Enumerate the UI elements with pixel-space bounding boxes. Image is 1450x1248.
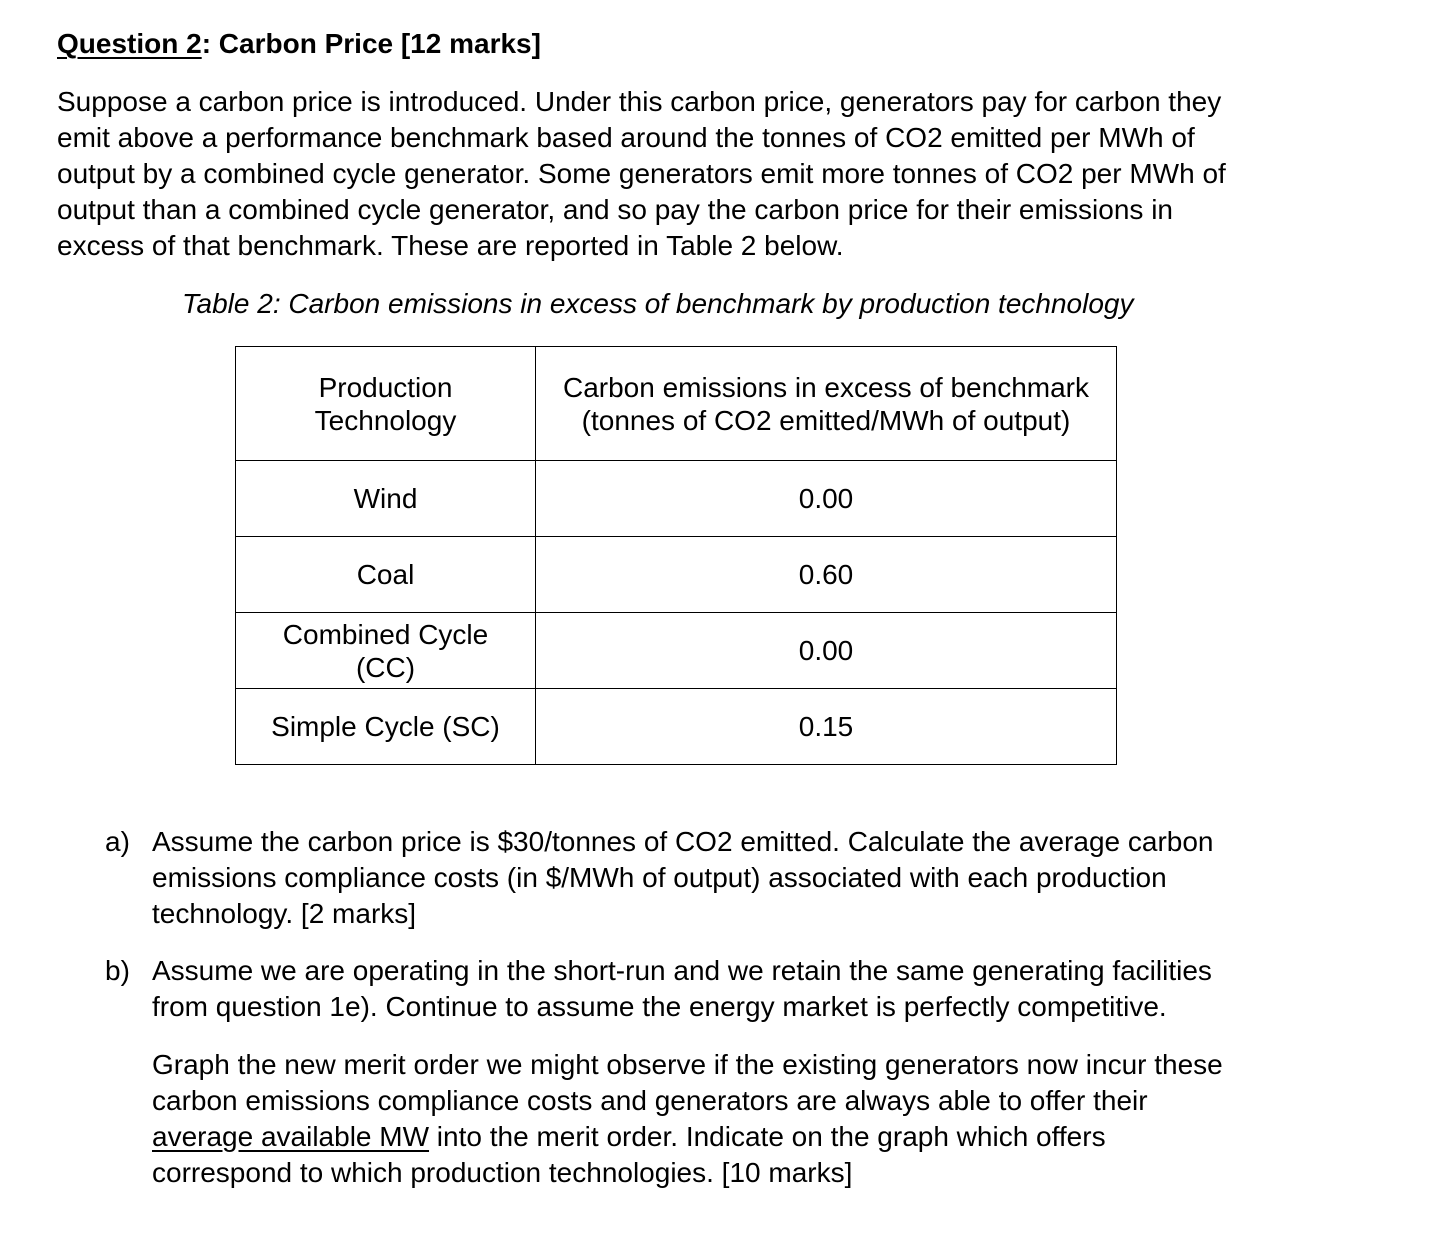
tech-cell [236, 537, 536, 613]
value-cell [536, 461, 1117, 537]
intro-line: output than a combined cycle generator, and so pay the carbon price for their emissions in [57, 194, 1173, 225]
part-b-paragraph-2 [152, 1047, 1382, 1191]
part-b-p2-line [152, 1119, 1382, 1155]
part-b-label: b) [105, 955, 130, 986]
tech-name: Combined Cycle [282, 618, 489, 650]
part-b-line: from question 1e). Continue to assume the energy market is perfectly competitive. [152, 991, 1167, 1022]
value-cell [536, 689, 1117, 765]
tech-name: Coal [356, 559, 415, 590]
part-a-line: technology. [2 marks] [152, 898, 417, 929]
part-b-line: Assume we are operating in the short-run and we retain the same generating facilities [152, 955, 1212, 986]
emissions-table [235, 346, 1117, 765]
header-text: Technology [314, 404, 457, 436]
header-text: (tonnes of CO2 emitted/MWh of output) [581, 404, 1071, 436]
part-a-line: Assume the carbon price is $30/tonnes of CO2 emitted. Calculate the average carbon [152, 826, 1214, 857]
part-b-text [152, 953, 1382, 1025]
part-a-line: emissions compliance costs (in $/MWh of output) associated with each production [152, 862, 1167, 893]
intro-line: emit above a performance benchmark based around the tonnes of CO2 emitted per MWh of [57, 122, 1195, 153]
table-row [236, 461, 1117, 537]
table-caption: Table 2: Carbon emissions in excess of benchmark by production technology [182, 288, 1134, 319]
table-row [236, 613, 1117, 689]
value-cell [536, 613, 1117, 689]
header-text: Production [318, 371, 453, 403]
value-cell [536, 537, 1117, 613]
tech-cell [236, 689, 536, 765]
emission-value: 0.60 [798, 559, 854, 590]
tech-name: Wind [353, 483, 418, 514]
part-b-p2-line-rest: into the merit order. Indicate on the graph which offers [429, 1121, 1106, 1152]
question-heading [57, 26, 541, 62]
underlined-average-available-mw: average available MW [152, 1121, 430, 1152]
header-production-technology [236, 347, 536, 461]
intro-line: Suppose a carbon price is introduced. Under this carbon price, generators pay for carbon they [57, 86, 1222, 117]
intro-paragraph [57, 84, 1387, 264]
part-a-text [152, 824, 1382, 932]
emission-value: 0.00 [798, 635, 854, 666]
part-b-p2-line: correspond to which production technologies. [10 marks] [152, 1157, 853, 1188]
emission-value: 0.00 [798, 483, 854, 514]
tech-cell [236, 613, 536, 689]
table-row [236, 537, 1117, 613]
part-b-p2-line: Graph the new merit order we might observe if the existing generators now incur these [152, 1049, 1223, 1080]
table-header-row [236, 347, 1117, 461]
tech-name-cont: (CC) [355, 651, 416, 683]
header-text: Carbon emissions in excess of benchmark [562, 371, 1089, 403]
intro-line: excess of that benchmark. These are reported in Table 2 below. [57, 230, 844, 261]
emission-value: 0.15 [798, 711, 854, 742]
tech-name: Simple Cycle (SC) [271, 711, 500, 742]
question-label: Question 2 [57, 28, 202, 59]
intro-line: output by a combined cycle generator. Some generators emit more tonnes of CO2 per MWh of [57, 158, 1226, 189]
table-row [236, 689, 1117, 765]
tech-cell [236, 461, 536, 537]
question-title: : Carbon Price [12 marks] [201, 28, 541, 59]
part-a-label: a) [105, 826, 130, 857]
header-carbon-emissions [536, 347, 1117, 461]
part-b-p2-line: carbon emissions compliance costs and generators are always able to offer their [152, 1085, 1148, 1116]
